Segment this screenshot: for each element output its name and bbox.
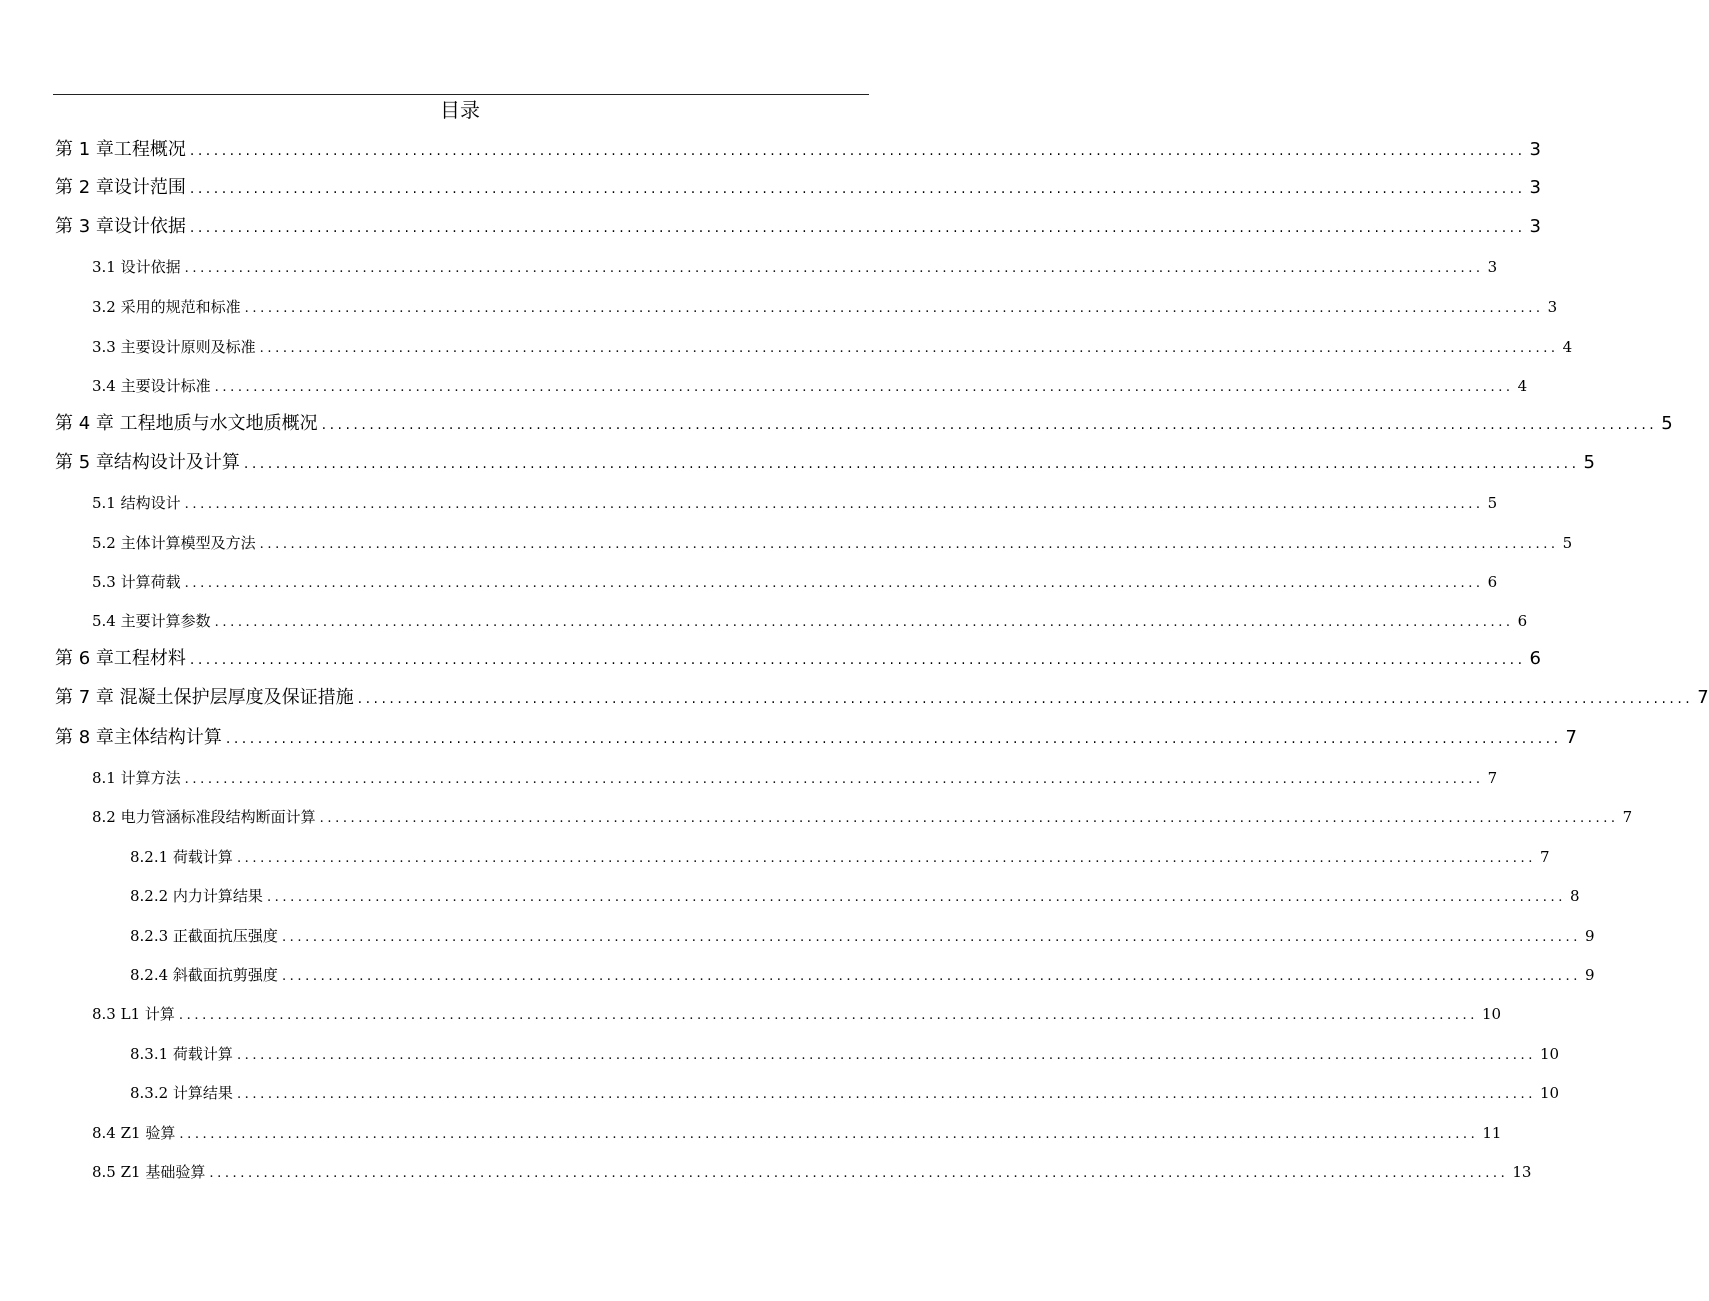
dot-leader: ........................................................................................................................................................................ [259,537,1559,552]
toc-entry-page: 4 [1517,377,1528,395]
toc-entry[interactable] [92,767,1498,791]
dot-leader: ........................................................................................................................................................................ [189,181,1526,197]
toc-entry-page: 6 [1517,612,1528,630]
toc-entry-page: 3 [1547,298,1558,316]
toc-entry-page: 7 [1539,848,1550,866]
toc-entry-label: 8.3 L1 计算 [92,1005,175,1023]
toc-entry-page: 10 [1539,1045,1560,1063]
toc-entry[interactable] [55,686,1709,711]
toc-entry[interactable] [92,1161,1532,1185]
dot-leader: ........................................................................................................................................................................ [209,1166,1509,1181]
toc-entry-label: 8.2 电力管涵标准段结构断面计算 [92,808,316,826]
toc-entry-label: 第 5 章结构设计及计算 [55,452,240,473]
toc-entry-label: 8.5 Z1 基础验算 [92,1163,206,1181]
toc-entry[interactable] [92,492,1498,516]
toc-entry-label: 8.3.2 计算结果 [130,1084,233,1102]
dot-leader: ........................................................................................................................................................................ [243,456,1580,472]
toc-entry-page: 9 [1584,927,1595,945]
toc-entry[interactable] [130,925,1595,949]
toc-entry-label: 第 7 章 混凝土保护层厚度及保证措施 [55,687,354,708]
dot-leader: ........................................................................................................................................................................ [184,576,1484,591]
toc-entry[interactable] [130,1082,1560,1106]
toc-entry-label: 5.4 主要计算参数 [92,612,211,630]
toc-entry-page: 5 [1562,534,1573,552]
toc-entry-label: 8.2.1 荷载计算 [130,848,233,866]
toc-entry-page: 5 [1661,413,1673,434]
dot-leader: ........................................................................................................................................................................ [319,811,1619,826]
toc-entry[interactable] [55,647,1541,672]
toc-entry-label: 8.2.3 正截面抗压强度 [130,927,278,945]
dot-leader: ........................................................................................................................................................................ [236,1087,1536,1102]
toc-entry-page: 6 [1529,648,1541,669]
toc-entry[interactable] [55,176,1541,201]
toc-entry[interactable] [92,610,1528,634]
toc-entry[interactable] [55,215,1541,240]
toc-entry[interactable] [55,138,1541,163]
toc-entry[interactable] [92,1122,1502,1146]
toc-entry-page: 4 [1562,338,1573,356]
dot-leader: ........................................................................................................................................................................ [189,652,1526,668]
toc-entry-label: 8.4 Z1 验算 [92,1124,176,1142]
toc-entry-page: 5 [1583,452,1595,473]
toc-entry-label: 第 3 章设计依据 [55,216,186,237]
dot-leader: ........................................................................................................................................................................ [244,301,1544,316]
toc-entry[interactable] [92,375,1528,399]
toc-entry-page: 3 [1529,216,1541,237]
toc-entry-page: 10 [1539,1084,1560,1102]
dot-leader: ........................................................................................................................................................................ [236,1048,1536,1063]
dot-leader: ........................................................................................................................................................................ [184,497,1484,512]
dot-leader: ........................................................................................................................................................................ [184,772,1484,787]
toc-entry-page: 11 [1482,1124,1502,1142]
toc-entry-page: 3 [1529,139,1541,160]
toc-entry-label: 5.3 计算荷载 [92,573,181,591]
dot-leader: ........................................................................................................................................................................ [281,969,1581,984]
toc-entry-label: 第 8 章主体结构计算 [55,727,222,748]
toc-entry-label: 8.1 计算方法 [92,769,181,787]
dot-leader: ........................................................................................................................................................................ [214,615,1514,630]
dot-leader: ........................................................................................................................................................................ [179,1127,1479,1142]
toc-entry[interactable] [92,1003,1502,1027]
toc-entry[interactable] [92,532,1573,556]
dot-leader: ........................................................................................................................................................................ [321,417,1658,433]
toc-entry-page: 7 [1565,727,1577,748]
dot-leader: ........................................................................................................................................................................ [189,143,1526,159]
toc-entry-page: 10 [1481,1005,1502,1023]
toc-entry-label: 8.2.2 内力计算结果 [130,887,263,905]
toc-entry[interactable] [92,256,1498,280]
toc-entry[interactable] [130,885,1580,909]
dot-leader: ........................................................................................................................................................................ [178,1008,1478,1023]
dot-leader: ........................................................................................................................................................................ [189,220,1526,236]
dot-leader: ........................................................................................................................................................................ [266,890,1566,905]
dot-leader: ........................................................................................................................................................................ [236,851,1536,866]
toc-entry-label: 3.3 主要设计原则及标准 [92,338,256,356]
toc-entry[interactable] [55,726,1577,751]
toc-entry[interactable] [55,412,1673,437]
toc-entry[interactable] [130,964,1595,988]
toc-entry-page: 9 [1584,966,1595,984]
page-title: 目录 [440,98,480,122]
toc-entry-page: 3 [1529,177,1541,198]
toc-entry-label: 3.2 采用的规范和标准 [92,298,241,316]
toc-entry[interactable] [130,846,1550,870]
dot-leader: ........................................................................................................................................................................ [184,261,1484,276]
toc-entry-label: 第 1 章工程概况 [55,139,186,160]
toc-entry-page: 6 [1487,573,1498,591]
dot-leader: ........................................................................................................................................................................ [214,380,1514,395]
toc-entry-page: 3 [1487,258,1498,276]
dot-leader: ........................................................................................................................................................................ [357,691,1694,707]
toc-entry-page: 7 [1487,769,1498,787]
dot-leader: ........................................................................................................................................................................ [225,731,1562,747]
toc-entry[interactable] [92,571,1498,595]
toc-entry-label: 5.2 主体计算模型及方法 [92,534,256,552]
dot-leader: ........................................................................................................................................................................ [281,930,1581,945]
toc-entry-label: 5.1 结构设计 [92,494,181,512]
toc-entry-page: 13 [1512,1163,1532,1181]
toc-entry-label: 第 6 章工程材料 [55,648,186,669]
toc-entry[interactable] [92,806,1633,830]
toc-entry[interactable] [55,451,1595,476]
toc-entry[interactable] [92,336,1573,360]
dot-leader: ........................................................................................................................................................................ [259,341,1559,356]
toc-entry-label: 3.1 设计依据 [92,258,181,276]
toc-entry-label: 8.2.4 斜截面抗剪强度 [130,966,278,984]
toc-entry-page: 8 [1569,887,1580,905]
toc-entry-page: 5 [1487,494,1498,512]
toc-entry[interactable] [130,1043,1560,1067]
toc-entry-label: 8.3.1 荷载计算 [130,1045,233,1063]
toc-entry-label: 3.4 主要设计标准 [92,377,211,395]
toc-entry-label: 第 4 章 工程地质与水文地质概况 [55,413,318,434]
toc-entry-page: 7 [1697,687,1709,708]
toc-entry-page: 7 [1622,808,1633,826]
toc-entry[interactable] [92,296,1558,320]
toc-entry-label: 第 2 章设计范围 [55,177,186,198]
